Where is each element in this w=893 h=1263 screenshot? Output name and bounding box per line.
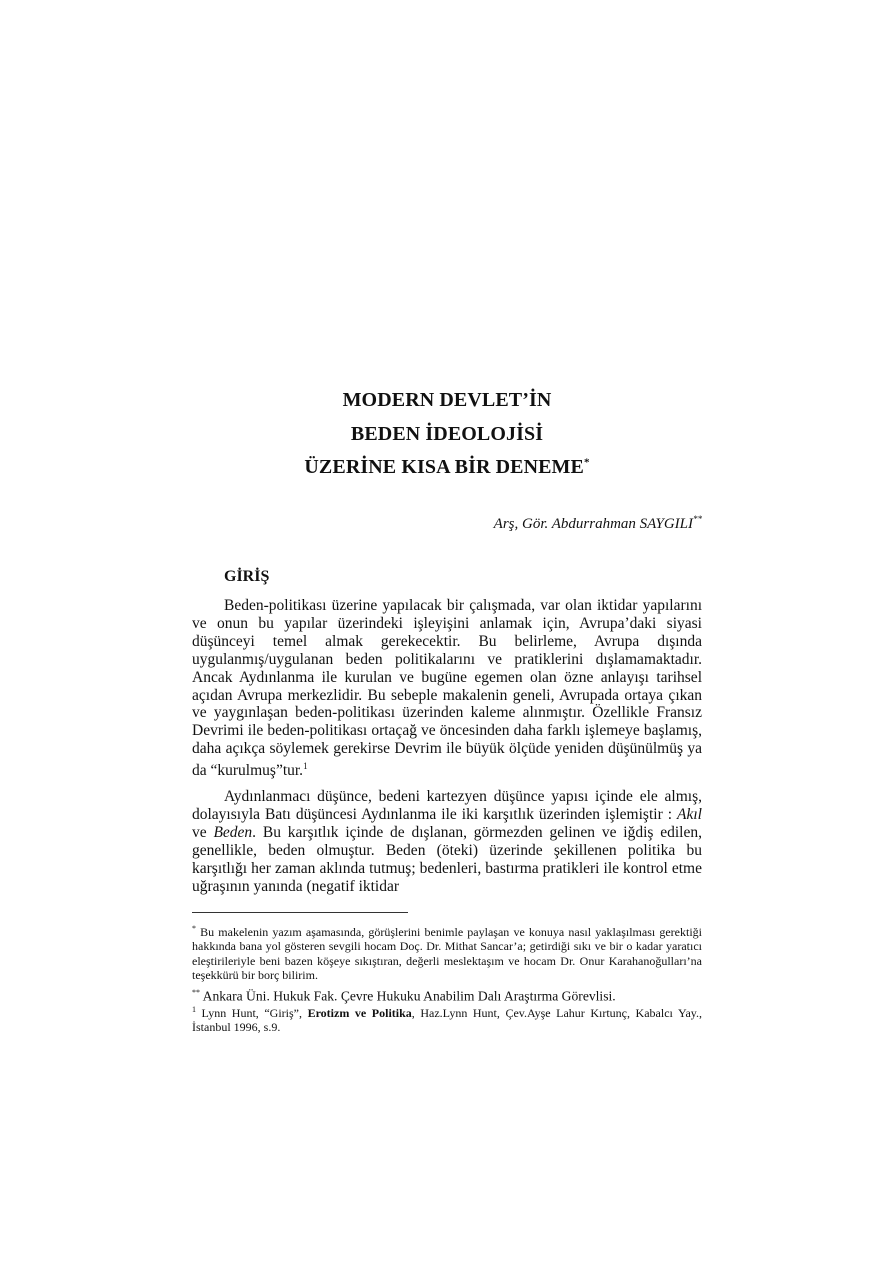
footnote-3-pre: Lynn Hunt, “Giriş”,	[196, 1006, 308, 1020]
footnote-ref-1: 1	[303, 761, 308, 772]
footnote-3-book-title: Erotizm ve Politika	[307, 1006, 412, 1020]
paragraph-2-part-1: Aydınlanmacı düşünce, bedeni kartezyen düşünce yapısı içinde ele almış, dolayısıyla Batı düşüncesi Aydınlanma ile iki karşıtlık üzerinden işlemiştir :	[192, 788, 702, 824]
footnote-1-text: Bu makelenin yazım aşamasında, görüşlerini benimle paylaşan ve konuya nasıl yaklaşılması gerektiği hakkında bana yol gösteren sevgili hocam Doç. Dr. Mithat Sancar’a; getirdiği sıkı ve bir o kadar yaratıcı eleştirileriyle beni bazen köşeye sıkıştıran, değerli meslektaşım ve hocam Dr. Onur Karahanoğulları’na teşekkürü bir borç bilirim.	[192, 925, 702, 983]
paragraph-2-conjunction: ve	[192, 824, 214, 842]
paragraph-2-part-2: . Bu karşıtlık içinde de dışlanan, görmezden gelinen ve iğdiş edilen, genellikle, beden olmuştur. Beden (öteki) üzerinde şekillenen politika bu karşıtlığı her zaman aklında tutmuş; bedenleri, bastırma pratikleri ile kontrol etme uğraşının yanında (negatif iktidar	[192, 824, 702, 895]
title-line-3-text: ÜZERİNE KISA BİR DENEME	[304, 456, 584, 478]
body-text	[192, 597, 702, 896]
title-line-2: BEDEN İDEOLOJİSİ	[350, 423, 544, 445]
term-beden: Beden	[213, 824, 253, 842]
footnote-3	[192, 1003, 702, 1035]
section-heading: GİRİŞ	[224, 568, 270, 585]
footnote-2	[192, 986, 702, 1004]
paragraph-1-text: Beden-politikası üzerine yapılacak bir çalışmada, var olan iktidar yapılarını ve onun bu yapılar üzerindeki işleyişini anlamak için, Avrupa’daki siyasi düşünceyi temel almak gerekecektir. Bu belirleme, Avrupa dışında uygulanmış/uygulanan beden politikalarını ve pratiklerini dışlamamaktadır. Ancak Aydınlanma ile kurulan ve bugüne egemen olan özne anlayışı tarihsel açıdan Avrupa merkezlidir. Bu sebeple makalenin geneli, Avrupada ortaya çıkan ve yaygınlaşan beden-politikası üzerinden kaleme alınmıştır. Özellikle Fransız Devrimi ile beden-politikası ortaçağ ve öncesinden daha farklı işlemeye başlamış, daha açıkça söylemek gerekirse Devrim ile büyük ölçüde yeniden düşünülmüş ya da “kurulmuş”tur.	[192, 597, 702, 780]
paragraph-1	[192, 597, 702, 780]
footnote-2-text: Ankara Üni. Hukuk Fak. Çevre Hukuku Anabilim Dalı Araştırma Görevlisi.	[200, 988, 616, 1004]
term-akil: Akıl	[677, 806, 702, 824]
author-line	[494, 514, 702, 533]
title-line-3	[192, 456, 702, 479]
paragraph-2	[192, 788, 702, 895]
author-name: Arş, Gör. Abdurrahman SAYGILI	[493, 516, 693, 532]
footnote-3-post: , Haz.Lynn Hunt, Çev.Ayşe Lahur Kırtunç, Kabalcı Yay., İstanbul 1996, s.9.	[192, 1006, 702, 1035]
footnote-1-mark: *	[192, 924, 196, 933]
footnote-1	[192, 922, 702, 983]
title-footnote-mark: *	[583, 456, 590, 469]
author-footnote-mark: **	[693, 514, 702, 524]
footnote-divider	[192, 912, 408, 913]
title-line-1: MODERN DEVLET’İN	[342, 389, 552, 411]
footnote-2-mark: **	[192, 988, 200, 997]
footnote-3-mark: 1	[192, 1005, 196, 1014]
